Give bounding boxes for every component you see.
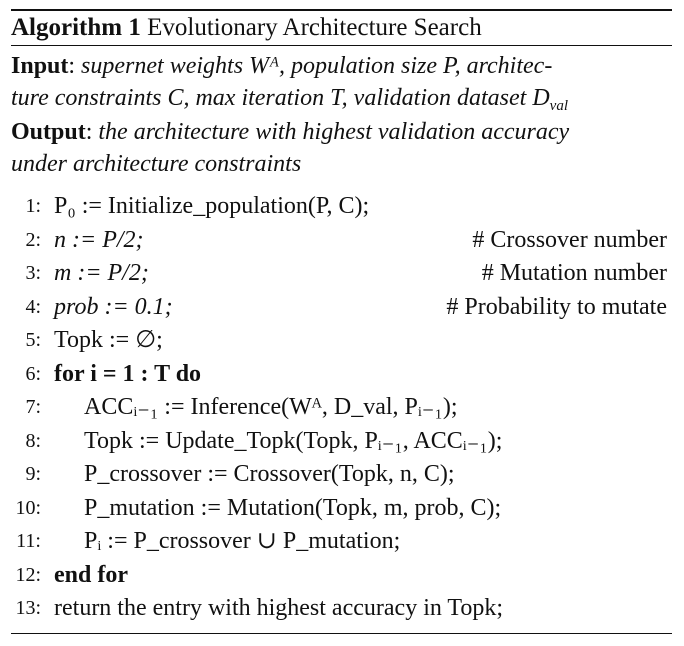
- algo-line-4: [0, 291, 684, 325]
- line-code: Topk := ∅;: [54, 327, 163, 353]
- line-comment: # Probability to mutate: [446, 293, 667, 320]
- algo-line-7: [0, 391, 684, 425]
- algorithm-title: [11, 14, 482, 42]
- line-number: 12:: [15, 563, 41, 586]
- bottom-rule: [11, 633, 672, 634]
- line-number: 1:: [25, 195, 41, 217]
- line-code: n := P/2;: [54, 226, 144, 253]
- line-number: 5:: [25, 329, 41, 351]
- line-number: 7:: [25, 396, 41, 418]
- line-number: 10:: [15, 496, 41, 519]
- output-block: Output: the architecture with highest validation accuracy under architecture constraints: [11, 119, 570, 177]
- line-code: Pᵢ := P_crossover ∪ P_mutation;: [84, 528, 401, 554]
- line-number: 6:: [25, 362, 41, 385]
- output-line-1: the architecture with highest validation accuracy: [98, 119, 570, 145]
- algorithm-label: Algorithm 1: [11, 14, 141, 41]
- algo-line-11: [0, 525, 684, 559]
- algo-line-12: [0, 559, 684, 593]
- input-line-1: supernet weights Wᴬ, population size P, architec-: [81, 53, 553, 79]
- algo-line-9: [0, 458, 684, 492]
- title-rule: [11, 45, 672, 46]
- algo-line-13: [0, 592, 684, 626]
- input-block: Input: supernet weights Wᴬ, population size P, architec- ture constraints C, max iteration T, validation dataset $D_{val}$: [11, 53, 568, 114]
- top-rule: [11, 9, 672, 11]
- line-number: 2:: [25, 228, 41, 251]
- line-code: P_mutation := Mutation(Topk, m, prob, C);: [84, 494, 502, 521]
- output-label: Output: [11, 119, 86, 145]
- algo-line-8: [0, 425, 684, 459]
- line-number: 13:: [15, 597, 41, 619]
- line-number: 4:: [25, 295, 41, 318]
- algorithm-name: Evolutionary Architecture Search: [147, 14, 482, 41]
- algo-line-6: [0, 358, 684, 392]
- algo-line-3: [0, 257, 684, 291]
- algo-line-10: [0, 492, 684, 526]
- line-code: P_crossover := Crossover(Topk, n, C);: [84, 461, 455, 487]
- algo-line-5: [0, 324, 684, 358]
- line-code: end for: [54, 561, 128, 588]
- line-code: ACCᵢ₋₁ := Inference(Wᴬ, D_val, Pᵢ₋₁);: [84, 394, 458, 420]
- line-number: 3:: [25, 262, 41, 284]
- line-comment: # Mutation number: [481, 260, 667, 286]
- line-code: m := P/2;: [54, 260, 149, 286]
- input-line-2: ture constraints C, max iteration T, validation dataset D: [11, 85, 550, 111]
- line-code: Topk := Update_Topk(Topk, Pᵢ₋₁, ACCᵢ₋₁);: [84, 427, 503, 454]
- line-code: return the entry with highest accuracy in Topk;: [54, 595, 504, 621]
- algo-line-2: [0, 224, 684, 258]
- line-code: P₀ := Initialize_population(P, C);: [54, 193, 370, 219]
- line-code: for i = 1 : T do: [54, 360, 202, 387]
- algorithm-lines: [0, 190, 684, 626]
- line-number: 11:: [16, 530, 41, 552]
- algo-line-1: [0, 190, 684, 224]
- line-comment: # Crossover number: [472, 226, 667, 253]
- output-line-2: under architecture constraints: [11, 151, 302, 177]
- input-label: Input: [11, 53, 69, 79]
- line-code: prob := 0.1;: [54, 293, 173, 320]
- input-line-2-sub: val: [549, 98, 568, 114]
- line-number: 8:: [25, 429, 41, 452]
- line-number: 9:: [25, 463, 41, 485]
